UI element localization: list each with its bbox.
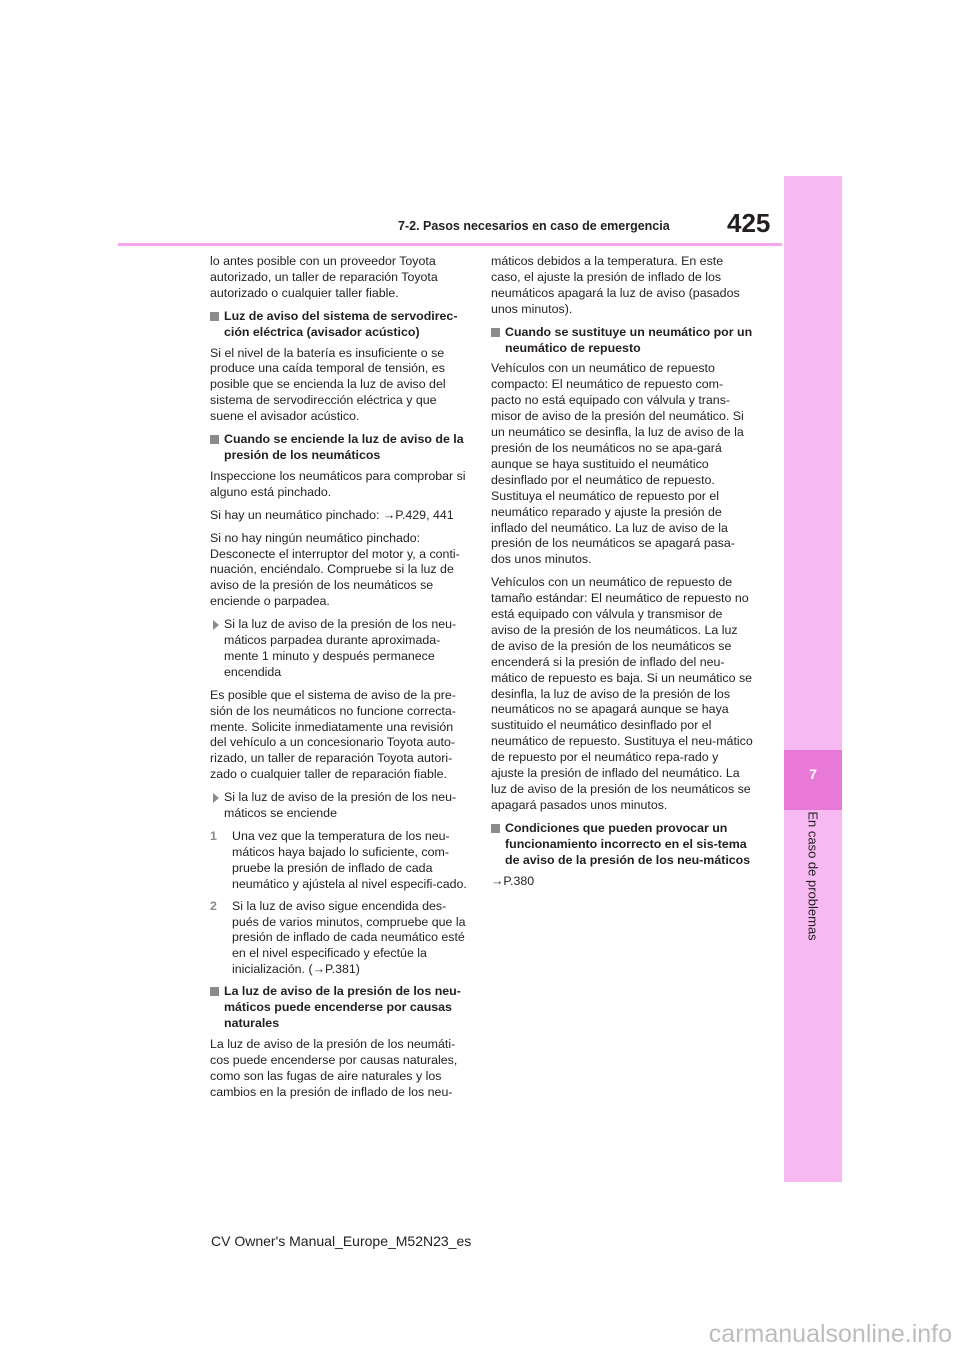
chapter-tab-top — [784, 176, 842, 750]
square-bullet-icon — [210, 312, 219, 321]
page-reference[interactable]: Si hay un neumático pinchado: →P.429, 441 — [210, 507, 454, 522]
paragraph: La luz de aviso de la presión de los neumáti-cos puede encenderse por causas naturales, como son las fugas de aire naturales y los cambios en la presión de inflado de los neu- — [210, 1036, 458, 1099]
subheading-text: Luz de aviso del sistema de servodirec-ción eléctrica (avisador acústico) — [224, 308, 458, 339]
condition-item — [210, 790, 472, 822]
subheading — [210, 432, 472, 464]
paragraph: máticos debidos a la temperatura. En este caso, el ajuste la presión de inflado de los neumáticos apagará la luz de aviso (pasados unos minutos). — [491, 254, 740, 316]
page-number: 425 — [727, 208, 771, 238]
subheading — [210, 309, 472, 341]
header-rule — [118, 243, 782, 246]
paragraph: Vehículos con un neumático de repuesto compacto: El neumático de repuesto com-pacto no está equipado con válvula y trans-misor de aviso de la presión del neumático. Si un neumático se desinfla, la luz de aviso de la presión de los neumáticos no se apa-gará aunque se haya sustituido el neumático desinflado por el neumático de repuesto. Sustituya el neumático de repuesto por el neumático reparado y ajuste la presión de inflado del neumático. La luz de aviso de la presión de los neumáticos se apagará pasa-dos unos minutos. — [491, 361, 744, 567]
square-bullet-icon — [491, 328, 500, 337]
condition-text: Si la luz de aviso de la presión de los neu-máticos parpadea durante aproximada-mente 1 minuto y después permanece encendida — [224, 617, 457, 679]
chapter-title: En caso de problemas — [805, 811, 821, 941]
square-bullet-icon — [210, 435, 219, 444]
square-bullet-icon — [491, 824, 500, 833]
step-number: 2 — [210, 898, 217, 913]
condition-item — [210, 617, 472, 681]
triangle-bullet-icon — [213, 793, 219, 803]
step-text: Si la luz de aviso sigue encendida des-pués de varios minutos, compruebe que la presión de inflado de cada neumático esté en el nivel especificado y efectúe la inicialización. (→P.381) — [232, 898, 466, 977]
triangle-bullet-icon — [213, 620, 219, 630]
condition-text: Si la luz de aviso de la presión de los neu-máticos se enciende — [224, 790, 457, 821]
subheading-text: Condiciones que pueden provocar un funcionamiento incorrecto en el sis-tema de aviso de la presión de los neu-máticos — [505, 820, 751, 867]
watermark: carmanualsonline.info — [708, 1320, 952, 1348]
step-item — [210, 829, 472, 893]
paragraph: Vehículos con un neumático de repuesto de tamaño estándar: El neumático de repuesto no está equipado con válvula y transmisor de aviso de la presión de los neumáticos. La luz de aviso de la presión de los neumáticos se encenderá si la presión de inflado del neu-mático de repuesto es baja. Si un neumático se desinfla, la luz de aviso de la presión de los neumáticos no se apagará aunque se haya sustituido el neumático desinflado por el neumático de repuesto. Sustituya el neu-mático de repuesto por el neumático repa-rado y ajuste la presión de inflado del neumático. La luz de aviso de la presión de los neumáticos se apagará pasados unos minutos. — [491, 575, 753, 812]
subheading — [491, 821, 753, 869]
page-reference[interactable]: →P.380 — [491, 873, 535, 888]
subheading — [210, 984, 472, 1032]
subheading — [491, 325, 753, 357]
paragraph: Inspeccione los neumáticos para comprobar si alguno está pinchado. — [210, 468, 466, 499]
manual-id: CV Owner's Manual_Europe_M52N23_es — [211, 1233, 472, 1249]
step-number: 1 — [210, 829, 217, 843]
paragraph: Si el nivel de la batería es insuficiente o se produce una caída temporal de tensión, es posible que se encienda la luz de aviso del sistema de servodirección eléctrica y que suene el avisador acústico. — [210, 345, 446, 424]
paragraph: lo antes posible con un proveedor Toyota autorizado, un taller de reparación Toyota autorizado o cualquier taller fiable. — [210, 254, 438, 300]
subheading-text: La luz de aviso de la presión de los neu-máticos puede encenderse por causas naturales — [224, 984, 461, 1030]
right-column — [491, 254, 753, 896]
square-bullet-icon — [210, 987, 219, 996]
subheading-text: Cuando se sustituye un neumático por un neumático de repuesto — [505, 324, 753, 355]
step-item — [210, 899, 472, 979]
left-column — [210, 254, 472, 1108]
step-text: Una vez que la temperatura de los neu-máticos haya bajado lo suficiente, com-pruebe la presión de inflado de cada neumático y ajústela al nivel especifi-cado. — [232, 829, 467, 891]
paragraph: Es posible que el sistema de aviso de la pre-sión de los neumáticos no funcione correcta-mente. Solicite inmediatamente una revisión del vehículo a un concesionario Toyota auto-rizado, un taller de reparación Toyota autori-zado o cualquier taller de reparación fiable. — [210, 687, 456, 782]
paragraph: Si no hay ningún neumático pinchado: Desconecte el interruptor del motor y, a conti-nuación, enciéndalo. Compruebe si la luz de aviso de la presión de los neumáticos se enciende o parpadea. — [210, 530, 460, 609]
chapter-number: 7 — [809, 766, 817, 782]
subheading-text: Cuando se enciende la luz de aviso de la presión de los neumáticos — [224, 432, 464, 462]
section-title: 7-2. Pasos necesarios en caso de emergencia — [398, 219, 670, 233]
